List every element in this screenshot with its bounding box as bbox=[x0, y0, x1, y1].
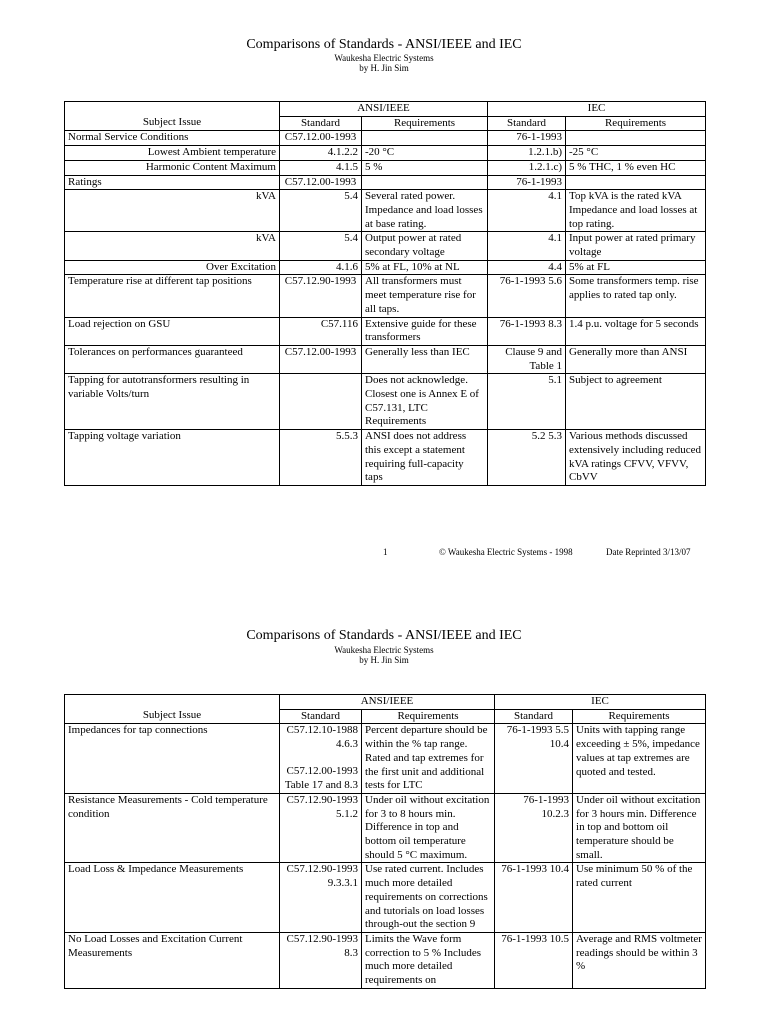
table-row bbox=[65, 260, 706, 275]
ansi-standard-cell: C57.12.00-1993 bbox=[280, 345, 362, 373]
ansi-requirements-header: Requirements bbox=[362, 116, 488, 131]
iec-standard-cell: 4.1 bbox=[488, 190, 566, 232]
ansi-standard-cell: 5.5.3 bbox=[280, 430, 362, 486]
subject-cell: No Load Losses and Excitation Current Measurements bbox=[65, 932, 280, 988]
ansi-standard-cell: 5.4 bbox=[280, 232, 362, 260]
iec-standard-cell: 76-1-1993 10.2.3 bbox=[495, 793, 573, 863]
iec-standard-cell: 5.2 5.3 bbox=[488, 430, 566, 486]
iec-requirements-cell: Units with tapping range exceeding ± 5%, impedance values at tap extremes are quoted and tested. bbox=[573, 724, 706, 794]
ansi-requirements-cell bbox=[362, 131, 488, 146]
iec-requirements-cell: Generally more than ANSI bbox=[566, 345, 706, 373]
ansi-standard-cell: C57.12.00-1993 bbox=[280, 131, 362, 146]
page-number: 1 bbox=[383, 547, 388, 557]
iec-requirements-cell: Subject to agreement bbox=[566, 374, 706, 430]
ansi-requirements-cell: Under oil without excitation for 3 to 8 hours min. Difference in top and bottom oil temperature should 5 °C maximum. bbox=[362, 793, 495, 863]
ansi-ieee-group-header: ANSI/IEEE bbox=[280, 102, 488, 117]
iec-standard-cell: 76-1-1993 5.5 10.4 bbox=[495, 724, 573, 794]
iec-group-header: IEC bbox=[495, 695, 706, 710]
table-header-row bbox=[65, 116, 706, 131]
ansi-requirements-cell: Generally less than IEC bbox=[362, 345, 488, 373]
subject-cell: kVA bbox=[65, 232, 280, 260]
subject-issue-header: Subject Issue bbox=[65, 116, 280, 131]
ansi-standard-header: Standard bbox=[280, 709, 362, 724]
table-group-header-row bbox=[65, 695, 706, 710]
iec-standard-cell: 76-1-1993 bbox=[488, 131, 566, 146]
ansi-standard-cell: C57.12.00-1993 bbox=[280, 175, 362, 190]
iec-standard-cell: 76-1-1993 bbox=[488, 175, 566, 190]
author-line: by H. Jin Sim bbox=[359, 63, 409, 73]
iec-standard-cell: 4.4 bbox=[488, 260, 566, 275]
subject-issue-header: Subject Issue bbox=[65, 709, 280, 724]
ansi-requirements-cell: Limits the Wave form correction to 5 % Includes much more detailed requirements on bbox=[362, 932, 495, 988]
ansi-standard-line: C57.12.10-1988 4.6.3 bbox=[286, 724, 358, 751]
table-row bbox=[65, 146, 706, 161]
author-line: by H. Jin Sim bbox=[359, 655, 409, 665]
table-row bbox=[65, 131, 706, 146]
iec-standard-cell: 76-1-1993 10.4 bbox=[495, 863, 573, 933]
table-row bbox=[65, 932, 706, 988]
copyright-notice: © Waukesha Electric Systems - 1998 bbox=[439, 547, 573, 557]
iec-requirements-header: Requirements bbox=[566, 116, 706, 131]
iec-requirements-cell: Input power at rated primary voltage bbox=[566, 232, 706, 260]
iec-standard-cell: 76-1-1993 5.6 bbox=[488, 275, 566, 317]
ansi-requirements-cell: ANSI does not address this except a statement requiring full-capacity taps bbox=[362, 430, 488, 486]
ansi-standard-cell: C57.116 bbox=[280, 317, 362, 345]
subject-cell: Harmonic Content Maximum bbox=[65, 160, 280, 175]
table-row bbox=[65, 724, 706, 794]
iec-standard-cell: 1.2.1.b) bbox=[488, 146, 566, 161]
iec-standard-cell: 76-1-1993 10.5 bbox=[495, 932, 573, 988]
table-row bbox=[65, 863, 706, 933]
table-row bbox=[65, 345, 706, 373]
subject-cell: Normal Service Conditions bbox=[65, 131, 280, 146]
iec-requirements-cell: Use minimum 50 % of the rated current bbox=[573, 863, 706, 933]
ansi-requirements-cell: -20 °C bbox=[362, 146, 488, 161]
table-row bbox=[65, 430, 706, 486]
table-header-row bbox=[65, 709, 706, 724]
iec-standard-cell: 1.2.1.c) bbox=[488, 160, 566, 175]
standards-comparison-table bbox=[64, 694, 706, 989]
reprint-date: Date Reprinted 3/13/07 bbox=[606, 547, 691, 557]
ansi-standard-cell bbox=[280, 724, 362, 794]
iec-requirements-cell: Average and RMS voltmeter readings should be within 3 % bbox=[573, 932, 706, 988]
subject-cell: Temperature rise at different tap positions bbox=[65, 275, 280, 317]
subject-cell: Tapping voltage variation bbox=[65, 430, 280, 486]
iec-standard-cell: 5.1 bbox=[488, 374, 566, 430]
subject-cell: Ratings bbox=[65, 175, 280, 190]
ansi-requirements-cell: 5% at FL, 10% at NL bbox=[362, 260, 488, 275]
table-row bbox=[65, 160, 706, 175]
table-row bbox=[65, 175, 706, 190]
ansi-ieee-group-header: ANSI/IEEE bbox=[280, 695, 495, 710]
ansi-standard-cell: 4.1.2.2 bbox=[280, 146, 362, 161]
ansi-requirements-cell: Percent departure should be within the % tap range. Rated and tap extremes for the first unit and additional tests for LTC bbox=[362, 724, 495, 794]
iec-requirements-cell bbox=[566, 131, 706, 146]
company-name: Waukesha Electric Systems bbox=[334, 53, 434, 63]
iec-requirements-cell: 1.4 p.u. voltage for 5 seconds bbox=[566, 317, 706, 345]
ansi-standard-header: Standard bbox=[280, 116, 362, 131]
table-row bbox=[65, 374, 706, 430]
iec-requirements-cell: Under oil without excitation for 3 hours min. Difference in top and bottom oil temperature should be small. bbox=[573, 793, 706, 863]
ansi-requirements-cell: 5 % bbox=[362, 160, 488, 175]
iec-requirements-cell bbox=[566, 175, 706, 190]
ansi-standard-cell: 5.4 bbox=[280, 190, 362, 232]
iec-standard-header: Standard bbox=[488, 116, 566, 131]
iec-requirements-cell: Various methods discussed extensively including reduced kVA ratings CFVV, VFVV, CbVV bbox=[566, 430, 706, 486]
iec-standard-cell: 4.1 bbox=[488, 232, 566, 260]
ansi-standard-cell: C57.12.90-1993 5.1.2 bbox=[280, 793, 362, 863]
ansi-standard-cell: C57.12.90-1993 bbox=[280, 275, 362, 317]
iec-requirements-cell: Top kVA is the rated kVA Impedance and load losses at top rating. bbox=[566, 190, 706, 232]
iec-requirements-cell: -25 °C bbox=[566, 146, 706, 161]
page-title: Comparisons of Standards - ANSI/IEEE and IEC bbox=[246, 628, 522, 643]
iec-requirements-cell: 5% at FL bbox=[566, 260, 706, 275]
subject-cell: Over Excitation bbox=[65, 260, 280, 275]
subject-cell: Load rejection on GSU bbox=[65, 317, 280, 345]
subject-cell: Lowest Ambient temperature bbox=[65, 146, 280, 161]
subject-cell: Resistance Measurements - Cold temperature condition bbox=[65, 793, 280, 863]
ansi-standard-cell: C57.12.90-1993 8.3 bbox=[280, 932, 362, 988]
ansi-standard-cell: 4.1.5 bbox=[280, 160, 362, 175]
subject-cell: Load Loss & Impedance Measurements bbox=[65, 863, 280, 933]
ansi-standard-cell: 4.1.6 bbox=[280, 260, 362, 275]
table-row bbox=[65, 793, 706, 863]
iec-standard-header: Standard bbox=[495, 709, 573, 724]
table-group-header-row bbox=[65, 102, 706, 117]
subject-cell: Impedances for tap connections bbox=[65, 724, 280, 794]
subject-cell: Tolerances on performances guaranteed bbox=[65, 345, 280, 373]
ansi-requirements-cell: Several rated power. Impedance and load losses at base rating. bbox=[362, 190, 488, 232]
ansi-requirements-cell: Output power at rated secondary voltage bbox=[362, 232, 488, 260]
table-row bbox=[65, 275, 706, 317]
iec-requirements-cell: 5 % THC, 1 % even HC bbox=[566, 160, 706, 175]
iec-standard-cell: Clause 9 and Table 1 bbox=[488, 345, 566, 373]
subject-cell: Tapping for autotransformers resulting in variable Volts/turn bbox=[65, 374, 280, 430]
ansi-requirements-cell: All transformers must meet temperature rise for all taps. bbox=[362, 275, 488, 317]
ansi-requirements-cell: Extensive guide for these transformers bbox=[362, 317, 488, 345]
iec-requirements-header: Requirements bbox=[573, 709, 706, 724]
iec-requirements-cell: Some transformers temp. rise applies to rated tap only. bbox=[566, 275, 706, 317]
iec-group-header: IEC bbox=[488, 102, 706, 117]
ansi-requirements-cell bbox=[362, 175, 488, 190]
ansi-standard-cell bbox=[280, 374, 362, 430]
subject-cell: kVA bbox=[65, 190, 280, 232]
table-row bbox=[65, 317, 706, 345]
ansi-requirements-cell: Use rated current. Includes much more detailed requirements on corrections and tutorials on load losses through-out the section 9 bbox=[362, 863, 495, 933]
ansi-requirements-cell: Does not acknowledge. Closest one is Annex E of C57.131, LTC Requirements bbox=[362, 374, 488, 430]
table-row bbox=[65, 190, 706, 232]
table-row bbox=[65, 232, 706, 260]
ansi-standard-cell: C57.12.90-1993 9.3.3.1 bbox=[280, 863, 362, 933]
standards-comparison-table bbox=[64, 101, 706, 486]
iec-standard-cell: 76-1-1993 8.3 bbox=[488, 317, 566, 345]
company-name: Waukesha Electric Systems bbox=[334, 645, 434, 655]
ansi-standard-line: C57.12.00-1993 Table 17 and 8.3 bbox=[284, 764, 358, 791]
page-title: Comparisons of Standards - ANSI/IEEE and IEC bbox=[246, 37, 522, 52]
ansi-requirements-header: Requirements bbox=[362, 709, 495, 724]
